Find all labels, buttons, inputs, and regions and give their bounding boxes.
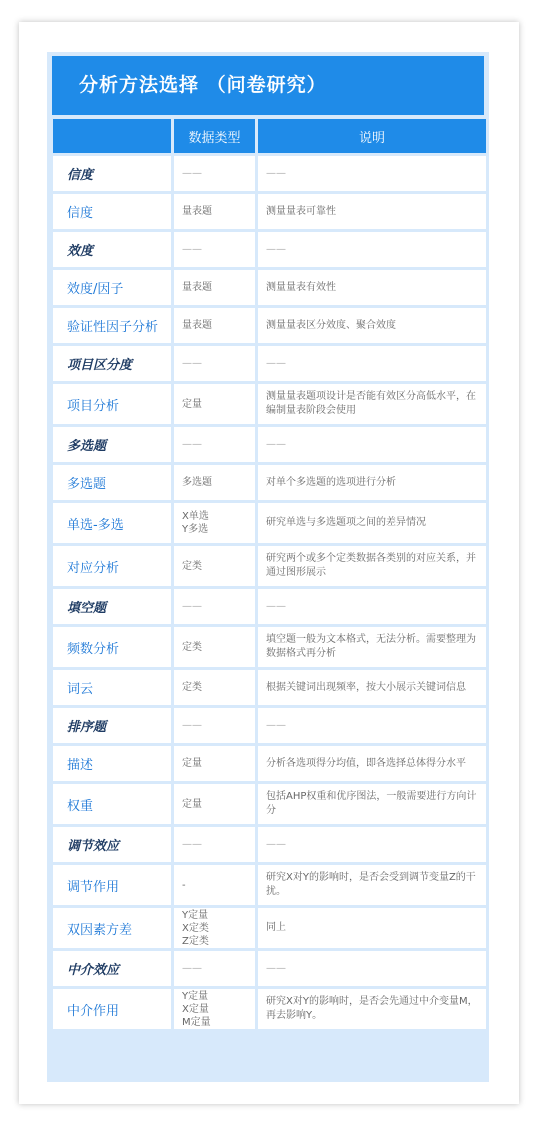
- header-row: [53, 119, 486, 153]
- section-row: [53, 589, 486, 624]
- method-cell: 双因素方差: [53, 908, 171, 948]
- table-row: [53, 270, 486, 305]
- description-cell: ——: [258, 827, 486, 862]
- section-row: [53, 232, 486, 267]
- table-row: [53, 546, 486, 586]
- method-cell: 项目区分度: [53, 346, 171, 381]
- section-row: [53, 951, 486, 986]
- table-row: [53, 865, 486, 905]
- data-type-cell: 定类: [174, 627, 255, 667]
- section-row: [53, 708, 486, 743]
- table-row: [53, 908, 486, 948]
- section-row: [53, 427, 486, 462]
- table-row: [53, 784, 486, 824]
- method-cell: 多选题: [53, 465, 171, 500]
- table-title: 分析方法选择 （问卷研究）: [79, 74, 327, 96]
- method-cell: 词云: [53, 670, 171, 705]
- method-cell: 权重: [53, 784, 171, 824]
- description-cell: 根据关键词出现频率，按大小展示关键词信息: [258, 670, 486, 705]
- method-cell: 信度: [53, 194, 171, 229]
- table-row: [53, 465, 486, 500]
- data-type-cell: ——: [174, 156, 255, 191]
- table-row: [53, 384, 486, 424]
- description-cell: 测量量表区分效度、聚合效度: [258, 308, 486, 343]
- description-cell: ——: [258, 589, 486, 624]
- description-cell: 填空题一般为文本格式，无法分析。需要整理为数据格式再分析: [258, 627, 486, 667]
- data-type-cell: 定类: [174, 670, 255, 705]
- data-type-cell: 定量: [174, 384, 255, 424]
- method-cell: 填空题: [53, 589, 171, 624]
- data-type-cell: 定类: [174, 546, 255, 586]
- section-row: [53, 346, 486, 381]
- description-cell: 研究X对Y的影响时，是否会先通过中介变量M，再去影响Y。: [258, 989, 486, 1029]
- description-cell: 研究两个或多个定类数据各类别的对应关系，并通过图形展示: [258, 546, 486, 586]
- method-cell: 排序题: [53, 708, 171, 743]
- data-type-cell: 量表题: [174, 270, 255, 305]
- method-cell: 项目分析: [53, 384, 171, 424]
- description-cell: 对单个多选题的选项进行分析: [258, 465, 486, 500]
- section-row: [53, 156, 486, 191]
- description-cell: ——: [258, 156, 486, 191]
- description-cell: 测量量表有效性: [258, 270, 486, 305]
- method-cell: 调节作用: [53, 865, 171, 905]
- table-row: [53, 627, 486, 667]
- description-cell: 分析各选项得分均值，即各选择总体得分水平: [258, 746, 486, 781]
- description-cell: ——: [258, 346, 486, 381]
- header-description: 说明: [258, 119, 486, 153]
- data-type-cell: 多选题: [174, 465, 255, 500]
- table-row: [53, 503, 486, 543]
- data-type-cell: ——: [174, 951, 255, 986]
- method-cell: 调节效应: [53, 827, 171, 862]
- table-title-bar: [52, 56, 484, 115]
- method-cell: 效度/因子: [53, 270, 171, 305]
- method-cell: 中介作用: [53, 989, 171, 1029]
- data-type-cell: ——: [174, 827, 255, 862]
- description-cell: ——: [258, 708, 486, 743]
- description-cell: ——: [258, 232, 486, 267]
- method-cell: 对应分析: [53, 546, 171, 586]
- description-cell: ——: [258, 951, 486, 986]
- data-type-cell: Y定量 X定量 M定量: [174, 989, 255, 1029]
- data-type-cell: ——: [174, 346, 255, 381]
- data-type-cell: ——: [174, 427, 255, 462]
- data-type-cell: 定量: [174, 784, 255, 824]
- section-row: [53, 827, 486, 862]
- method-cell: 中介效应: [53, 951, 171, 986]
- table-row: [53, 989, 486, 1029]
- method-cell: 单选-多选: [53, 503, 171, 543]
- table-row: [53, 670, 486, 705]
- method-cell: 描述: [53, 746, 171, 781]
- header-method: [53, 119, 171, 153]
- data-type-cell: Y定量 X定类 Z定类: [174, 908, 255, 948]
- description-cell: 测量量表题项设计是否能有效区分高低水平，在编制量表阶段会使用: [258, 384, 486, 424]
- description-cell: 研究X对Y的影响时，是否会受到调节变量Z的干扰。: [258, 865, 486, 905]
- method-cell: 验证性因子分析: [53, 308, 171, 343]
- description-cell: 同上: [258, 908, 486, 948]
- data-type-cell: -: [174, 865, 255, 905]
- description-cell: 研究单选与多选题项之间的差异情况: [258, 503, 486, 543]
- method-cell: 多选题: [53, 427, 171, 462]
- table-row: [53, 194, 486, 229]
- method-cell: 频数分析: [53, 627, 171, 667]
- data-type-cell: ——: [174, 589, 255, 624]
- table-row: [53, 746, 486, 781]
- data-type-cell: ——: [174, 708, 255, 743]
- data-type-cell: ——: [174, 232, 255, 267]
- data-type-cell: 量表题: [174, 308, 255, 343]
- data-type-cell: 定量: [174, 746, 255, 781]
- method-cell: 信度: [53, 156, 171, 191]
- analysis-method-table: [50, 116, 489, 1032]
- description-cell: 包括AHP权重和优序图法，一般需要进行方向计分: [258, 784, 486, 824]
- description-cell: 测量量表可靠性: [258, 194, 486, 229]
- header-data-type: 数据类型: [174, 119, 255, 153]
- data-type-cell: 量表题: [174, 194, 255, 229]
- description-cell: ——: [258, 427, 486, 462]
- method-cell: 效度: [53, 232, 171, 267]
- table-row: [53, 308, 486, 343]
- data-type-cell: X单选 Y多选: [174, 503, 255, 543]
